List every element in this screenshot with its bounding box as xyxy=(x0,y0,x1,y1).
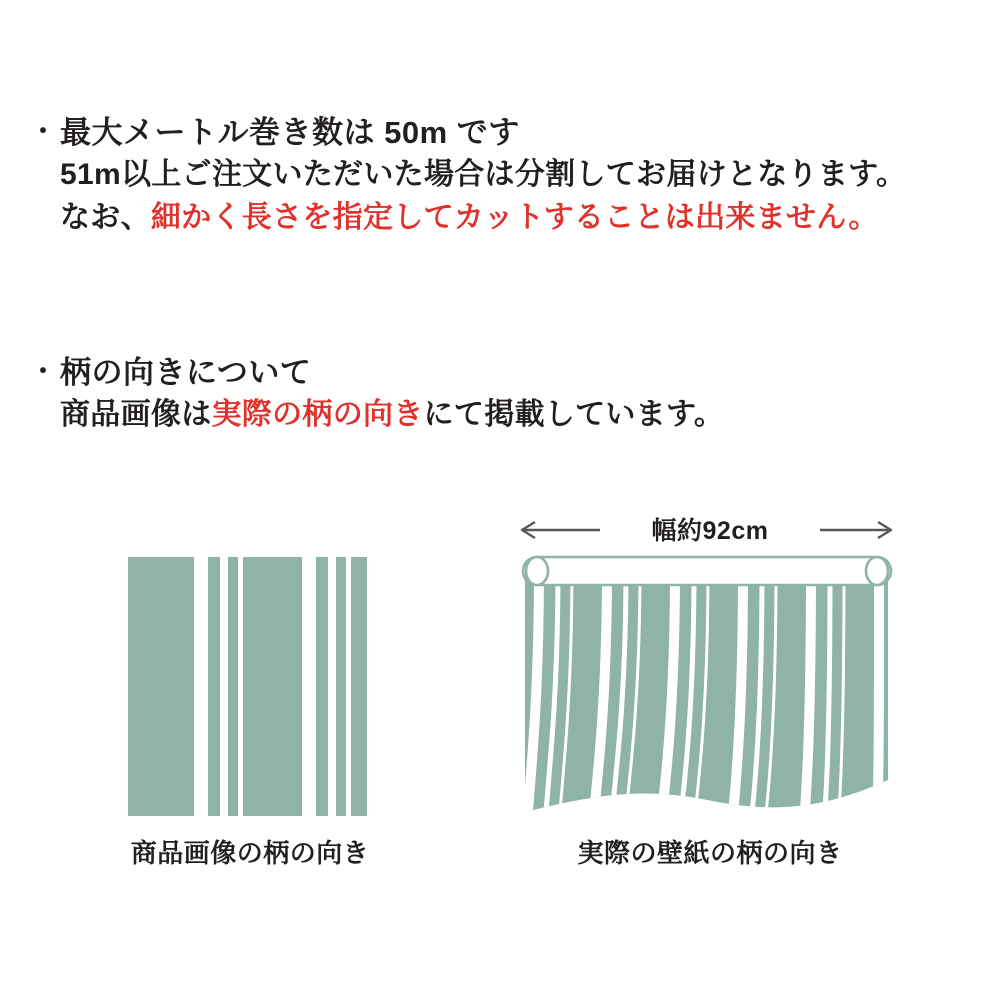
note-2-line-2-highlight: 実際の柄の向き xyxy=(211,398,424,432)
note-2-line-2-suffix: にて掲載しています。 xyxy=(423,398,725,432)
wallpaper-sheet xyxy=(517,567,896,817)
note-1-heading: 最大メートル巻き数は 50m です xyxy=(60,115,520,150)
note-2-line-2-prefix: 商品画像は xyxy=(60,398,212,432)
figure-left-caption: 商品画像の柄の向き xyxy=(130,838,370,868)
roll-cylinder xyxy=(523,557,891,585)
product-swatch-svg xyxy=(128,557,367,816)
figure-right-caption: 実際の壁紙の柄の向き xyxy=(577,838,843,868)
note-1-line-2: 51m以上ご注文いただいた場合は分割してお届けとなります。 xyxy=(60,158,907,192)
note-block-pattern-direction xyxy=(30,352,970,437)
note-2-heading-row xyxy=(30,352,970,394)
figure-actual-wallpaper-roll xyxy=(517,512,896,817)
bullet-icon: ・ xyxy=(30,356,57,386)
note-1-heading-row xyxy=(30,112,970,154)
width-dimension-label: 幅約92cm xyxy=(600,511,820,547)
note-2-heading: 柄の向きについて xyxy=(60,355,312,390)
note-1-line-3 xyxy=(60,197,970,240)
bullet-icon: ・ xyxy=(30,116,57,146)
figure-product-image-swatch xyxy=(128,557,367,816)
note-2-line-2 xyxy=(60,394,970,437)
note-block-max-length xyxy=(30,112,970,239)
note-1-line-3-highlight: 細かく長さを指定してカットすることは出来ません。 xyxy=(150,200,879,234)
wallpaper-roll-svg xyxy=(517,512,896,817)
note-1-line-3-prefix: なお、 xyxy=(60,200,151,234)
